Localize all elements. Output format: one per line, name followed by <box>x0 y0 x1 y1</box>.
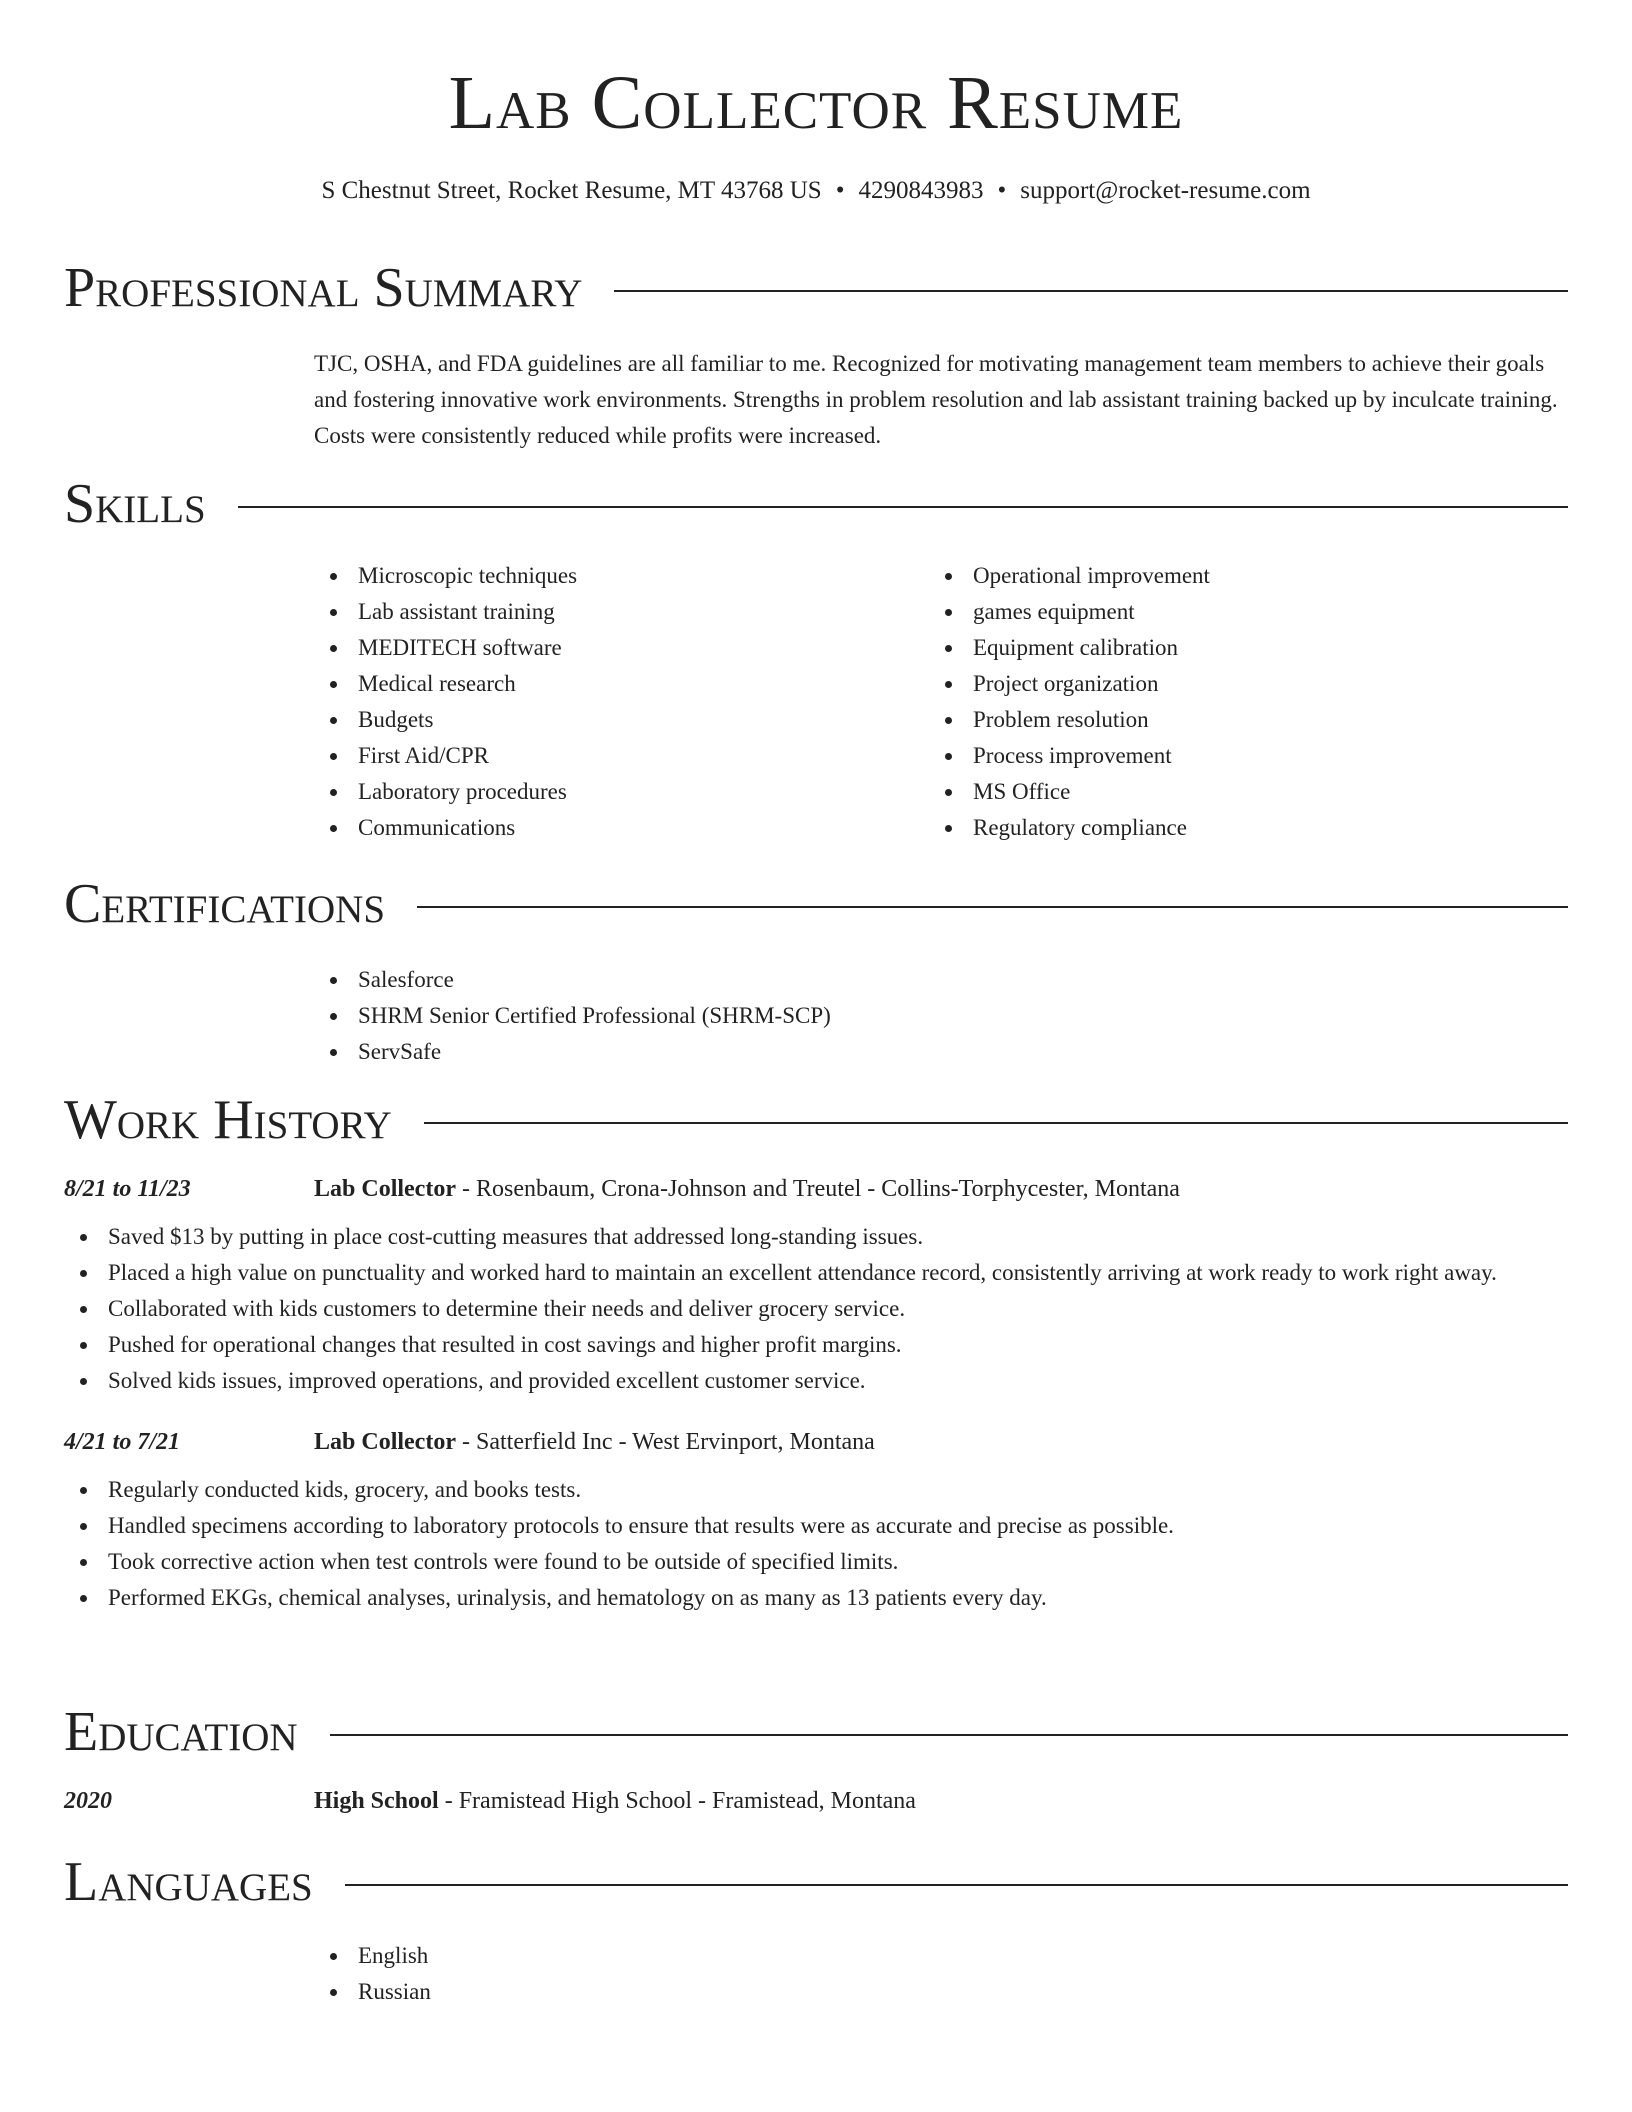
education-school: - Framistead High School - Framistead, Montana <box>438 1788 916 1814</box>
skill-item: Equipment calibration <box>929 630 1544 666</box>
skill-item: MEDITECH software <box>314 630 929 666</box>
section-heading: Education <box>64 1701 298 1763</box>
section-heading-row <box>64 1088 1568 1152</box>
language-item: English <box>314 1938 1568 1974</box>
section-heading: Languages <box>64 1851 313 1913</box>
job-bullet: Took corrective action when test controls were found to be outside of specified limits. <box>64 1544 1568 1580</box>
certification-item: SHRM Senior Certified Professional (SHRM-SCP) <box>314 998 1568 1034</box>
section-work-history <box>64 1088 1568 1616</box>
education-line <box>314 1788 916 1815</box>
skill-item: First Aid/CPR <box>314 738 929 774</box>
job-dates: 4/21 to 7/21 <box>64 1429 181 1455</box>
certifications-body <box>314 962 1568 1070</box>
section-divider <box>614 290 1568 292</box>
job-dates: 8/21 to 11/23 <box>64 1176 191 1202</box>
skill-item: Lab assistant training <box>314 594 929 630</box>
section-divider <box>345 1884 1568 1886</box>
job-employer: - Satterfield Inc - West Ervinport, Montana <box>455 1429 875 1455</box>
education-degree: High School <box>314 1788 439 1814</box>
contact-phone: 4290843983 <box>858 177 984 204</box>
job-bullet: Pushed for operational changes that resulted in cost savings and higher profit margins. <box>64 1327 1568 1363</box>
section-skills <box>64 472 1568 846</box>
skill-item: Project organization <box>929 666 1544 702</box>
section-heading-row <box>64 872 1568 936</box>
section-languages <box>64 1850 1568 2010</box>
section-heading-row <box>64 472 1568 536</box>
skill-item: Problem resolution <box>929 702 1544 738</box>
job-bullet: Handled specimens according to laboratory protocols to ensure that results were as accurate and precise as possible. <box>64 1508 1568 1544</box>
skill-item: Communications <box>314 810 929 846</box>
skill-item: Laboratory procedures <box>314 774 929 810</box>
section-heading-row <box>64 256 1568 320</box>
skill-item: Medical research <box>314 666 929 702</box>
skill-item: Operational improvement <box>929 558 1544 594</box>
skills-list-right <box>929 558 1544 846</box>
job-title-line <box>314 1429 875 1456</box>
job-header <box>64 1176 1568 1203</box>
resume-title: Lab Collector Resume <box>448 61 1184 145</box>
job-title: Lab Collector <box>314 1176 456 1202</box>
section-heading-row <box>64 1700 1568 1764</box>
job-bullets <box>64 1472 1568 1616</box>
section-heading: Skills <box>64 473 206 535</box>
languages-body <box>314 1938 1568 2010</box>
skills-grid <box>314 558 1568 846</box>
job-bullet: Performed EKGs, chemical analyses, urinalysis, and hematology on as many as 13 patients every day. <box>64 1580 1568 1616</box>
education-year: 2020 <box>64 1788 112 1814</box>
section-professional-summary <box>64 256 1568 454</box>
job-bullets <box>64 1219 1568 1399</box>
job-employer: - Rosenbaum, Crona-Johnson and Treutel - Collins-Torphycester, Montana <box>455 1176 1180 1202</box>
summary-body <box>314 346 1568 454</box>
section-divider <box>424 1122 1568 1124</box>
section-heading-row <box>64 1850 1568 1914</box>
certification-item: Salesforce <box>314 962 1568 998</box>
job-bullet: Solved kids issues, improved operations, and provided excellent customer service. <box>64 1363 1568 1399</box>
certifications-list <box>314 962 1568 1070</box>
section-certifications <box>64 872 1568 1070</box>
skill-item: games equipment <box>929 594 1544 630</box>
contact-address: S Chestnut Street, Rocket Resume, MT 43768 US <box>321 177 822 204</box>
contact-separator: • <box>835 177 845 204</box>
contact-email[interactable]: support@rocket-resume.com <box>1020 177 1311 204</box>
section-heading: Professional Summary <box>64 257 583 319</box>
languages-list <box>314 1938 1568 2010</box>
skill-item: Process improvement <box>929 738 1544 774</box>
skill-item: Microscopic techniques <box>314 558 929 594</box>
contact-line <box>64 176 1568 206</box>
language-item: Russian <box>314 1974 1568 2010</box>
section-divider <box>417 906 1568 908</box>
contact-separator: • <box>997 177 1007 204</box>
skill-item: MS Office <box>929 774 1544 810</box>
job-title-line <box>314 1176 1180 1203</box>
job-bullet: Collaborated with kids customers to determine their needs and deliver grocery service. <box>64 1291 1568 1327</box>
job-bullet: Regularly conducted kids, grocery, and books tests. <box>64 1472 1568 1508</box>
job-bullet: Saved $13 by putting in place cost-cutting measures that addressed long-standing issues. <box>64 1219 1568 1255</box>
section-heading: Certifications <box>64 873 386 935</box>
job-header <box>64 1429 1568 1456</box>
job-bullet: Placed a high value on punctuality and worked hard to maintain an excellent attendance record, consistently arriving at work ready to work right away. <box>64 1255 1568 1291</box>
education-entry <box>64 1788 1568 1815</box>
job-entry <box>64 1429 1568 1616</box>
section-heading: Work History <box>64 1089 392 1151</box>
skill-item: Budgets <box>314 702 929 738</box>
summary-text: TJC, OSHA, and FDA guidelines are all familiar to me. Recognized for motivating management team members to achieve their goals and fostering innovative work environments. Strengths in problem resolution and lab assistant training backed up by inculcate training. Costs were consistently reduced while profits were increased. <box>314 351 1558 448</box>
skills-list-left <box>314 558 929 846</box>
job-title: Lab Collector <box>314 1429 456 1455</box>
certification-item: ServSafe <box>314 1034 1568 1070</box>
resume-page <box>64 0 1568 2004</box>
job-entry <box>64 1176 1568 1399</box>
section-divider <box>330 1734 1568 1736</box>
skill-item: Regulatory compliance <box>929 810 1544 846</box>
section-divider <box>238 506 1568 508</box>
section-education <box>64 1700 1568 1815</box>
